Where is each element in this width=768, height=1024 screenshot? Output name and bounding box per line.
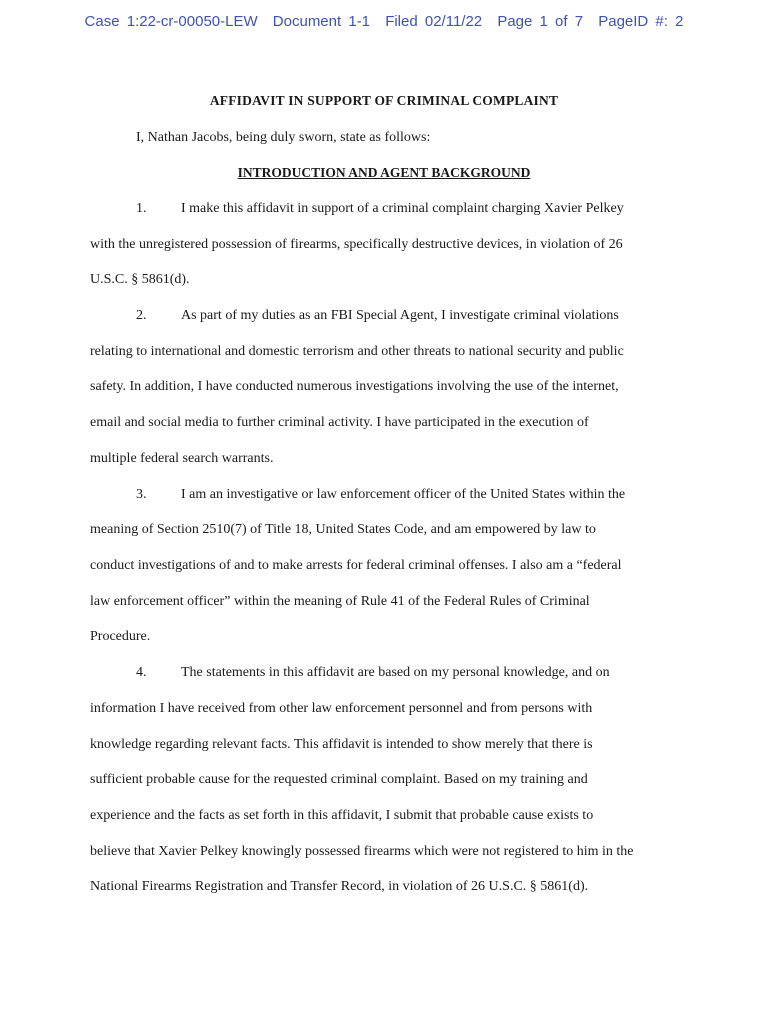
paragraph-line: I make this affidavit in support of a criminal complaint charging Xavier Pelkey xyxy=(181,201,624,216)
paragraph-number: 4. xyxy=(136,665,147,680)
paragraph-line: information I have received from other law enforcement personnel and from persons with xyxy=(90,701,593,716)
paragraph-line: knowledge regarding relevant facts. This affidavit is intended to show merely that there is xyxy=(90,737,593,752)
document-number: Document 1-1 xyxy=(272,13,371,30)
paragraph-line: relating to international and domestic terrorism and other threats to national security and public xyxy=(90,344,624,359)
paragraph-line: experience and the facts as set forth in this affidavit, I submit that probable cause exists to xyxy=(90,808,594,823)
paragraph-line: believe that Xavier Pelkey knowingly possessed firearms which were not registered to him in the xyxy=(90,844,634,859)
paragraph-line: As part of my duties as an FBI Special Agent, I investigate criminal violations xyxy=(181,308,619,323)
paragraph-line: Procedure. xyxy=(90,629,151,644)
paragraph-line: email and social media to further criminal activity. I have participated in the execution of xyxy=(90,415,589,430)
paragraph-line: sufficient probable cause for the requested criminal complaint. Based on my training and xyxy=(90,772,588,787)
paragraph-line: safety. In addition, I have conducted numerous investigations involving the use of the internet, xyxy=(90,379,619,394)
paragraph-line: I am an investigative or law enforcement officer of the United States within the xyxy=(181,487,626,502)
paragraph-number: 2. xyxy=(136,308,147,323)
document-title: AFFIDAVIT IN SUPPORT OF CRIMINAL COMPLAINT xyxy=(209,93,559,108)
intro-statement: I, Nathan Jacobs, being duly sworn, state as follows: xyxy=(136,130,431,145)
page-indicator: Page 1 of 7 xyxy=(497,13,584,30)
section-heading xyxy=(0,165,768,181)
paragraph-line: law enforcement officer” within the meaning of Rule 41 of the Federal Rules of Criminal xyxy=(90,594,590,609)
paragraph-number: 3. xyxy=(136,487,147,502)
court-filing-header xyxy=(0,13,768,30)
paragraph-line: U.S.C. § 5861(d). xyxy=(90,272,190,287)
filed-date: Filed 02/11/22 xyxy=(385,13,483,30)
paragraph-line: conduct investigations of and to make arrests for federal criminal offenses. I also am a “federal xyxy=(90,558,622,573)
paragraph-line: with the unregistered possession of firearms, specifically destructive devices, in violation of 26 xyxy=(90,237,623,252)
section-heading-text: INTRODUCTION AND AGENT BACKGROUND xyxy=(237,165,531,180)
page-id: PageID #: 2 xyxy=(598,13,684,30)
paragraph-line: National Firearms Registration and Transfer Record, in violation of 26 U.S.C. § 5861(d). xyxy=(90,879,589,894)
case-number: Case 1:22-cr-00050-LEW xyxy=(84,13,258,30)
paragraph-line: The statements in this affidavit are based on my personal knowledge, and on xyxy=(181,665,610,680)
paragraph-line: multiple federal search warrants. xyxy=(90,451,274,466)
paragraph-number: 1. xyxy=(136,201,147,216)
paragraph-line: meaning of Section 2510(7) of Title 18, United States Code, and am empowered by law to xyxy=(90,522,596,537)
